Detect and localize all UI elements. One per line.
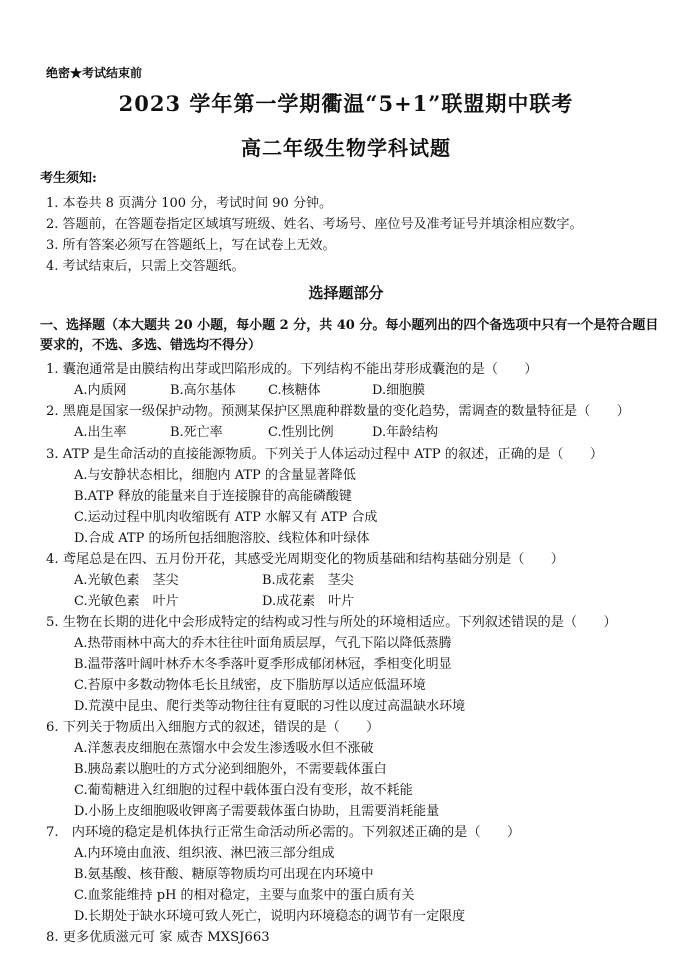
question-stem: 7. 内环境的稳定是机体执行正常生命活动所必需的。下列叙述正确的是（ ） [46,825,521,840]
option: C.光敏色素 叶片 [74,594,179,609]
option: B.温带落叶阔叶林乔木冬季落叶夏季形成郁闭林冠，季相变化明显 [74,657,452,672]
option: D.合成 ATP 的场所包括细胞溶胶、线粒体和叶绿体 [74,531,370,546]
option: B.胰岛素以胞吐的方式分泌到细胞外，不需要载体蛋白 [74,762,387,777]
option: D.成花素 叶片 [262,594,355,609]
question-stem: 6. 下列关于物质出入细胞方式的叙述，错误的是（ ） [46,720,380,735]
exam-subtitle: 高二年级生物学科试题 [241,136,451,160]
question-stem: 8. 更多优质滋元可 家 威杏 MXSJ663 [46,930,270,945]
question-stem: 2. 黑鹿是国家一级保护动物。预测某保护区黑鹿种群数量的变化趋势，需调查的数量特征是（ ） [46,404,630,419]
option: A.内环境由血液、组织液、淋巴液三部分组成 [74,846,335,861]
option: B.成花素 茎尖 [262,573,354,588]
notice-item: 1. 本卷共 8 页满分 100 分，考试时间 90 分钟。 [46,196,332,211]
question-stem: 1. 囊泡通常是由膜结构出芽或凹陷形成的。下列结构不能出芽形成囊泡的是（ ） [46,362,538,377]
option: A.热带雨林中高大的乔木往往叶面角质层厚，气孔下陷以降低蒸腾 [74,636,452,651]
notice-heading: 考生须知: [40,171,97,186]
notice-item: 4. 考试结束后，只需上交答题纸。 [46,259,245,274]
option: B.氨基酸、核苷酸、糖原等物质均可出现在内环境中 [74,867,374,882]
notice-item: 2. 答题前，在答题卷指定区域填写班级、姓名、考场号、座位号及准考证号并填涂相应数字。 [46,217,583,232]
option: C.苔原中多数动物体毛长且绒密，皮下脂肪厚以适应低温环境 [74,678,426,693]
option-row [74,590,354,609]
option: B.高尔基体 [170,383,236,398]
option: A.出生率 [74,425,127,440]
option: C.运动过程中肌肉收缩既有 ATP 水解又有 ATP 合成 [74,510,378,525]
option: D.年龄结构 [372,425,439,440]
option: C.葡萄糖进入红细胞的过程中载体蛋白没有变形，故不耗能 [74,783,413,798]
option-row [74,569,354,588]
option: C.核糖体 [268,383,321,398]
option: D.小肠上皮细胞吸收钾离子需要载体蛋白协助，且需要消耗能量 [74,804,440,819]
option: B.死亡率 [170,425,223,440]
question-stem: 5. 生物在长期的进化中会形成特定的结构或习性与所处的环境相适应。下列叙述错误的是（ ） [46,615,617,630]
option: A.洋葱表皮细胞在蒸馏水中会发生渗透吸水但不涨破 [74,741,374,756]
secret-mark: 绝密★考试结束前 [46,66,143,80]
option: D.荒漠中昆虫、爬行类等动物往往有夏眠的习性以度过高温缺水环境 [74,699,466,714]
option: C.血浆能维持 pH 的相对稳定，主要与血浆中的蛋白质有关 [74,888,415,903]
option: D.长期处于缺水环境可致人死亡，说明内环境稳态的调节有一定限度 [74,909,466,924]
section-title: 选择题部分 [308,284,384,302]
question-stem: 3. ATP 是生命活动的直接能源物质。下列关于人体运动过程中 ATP 的叙述，正确的是（ ） [46,447,604,462]
option: A.内质网 [74,383,127,398]
option: D.细胞膜 [372,383,426,398]
option: A.光敏色素 茎尖 [74,573,179,588]
option-row [74,421,438,440]
exam-title: 2023 学年第一学期衢温“5+1”联盟期中联考 [118,91,574,116]
part-heading: 一、选择题（本大题共 20 小题，每小题 2 分，共 40 分。每小题列出的四个备选项中只有一个是符合题目要求的，不选、多选、错选均不得分） [40,318,659,353]
question-stem: 4. 鸢尾总是在四、五月份开花，其感受光周期变化的物质基础和结构基础分别是（ ） [46,552,564,567]
option: C.性别比例 [268,425,334,440]
option: B.ATP 释放的能量来自于连接腺苷的高能磷酸键 [74,489,352,504]
option-row [74,379,425,398]
option: A.与安静状态相比，细胞内 ATP 的含量显著降低 [74,468,356,483]
notice-item: 3. 所有答案必须写在答题纸上，写在试卷上无效。 [46,238,336,253]
